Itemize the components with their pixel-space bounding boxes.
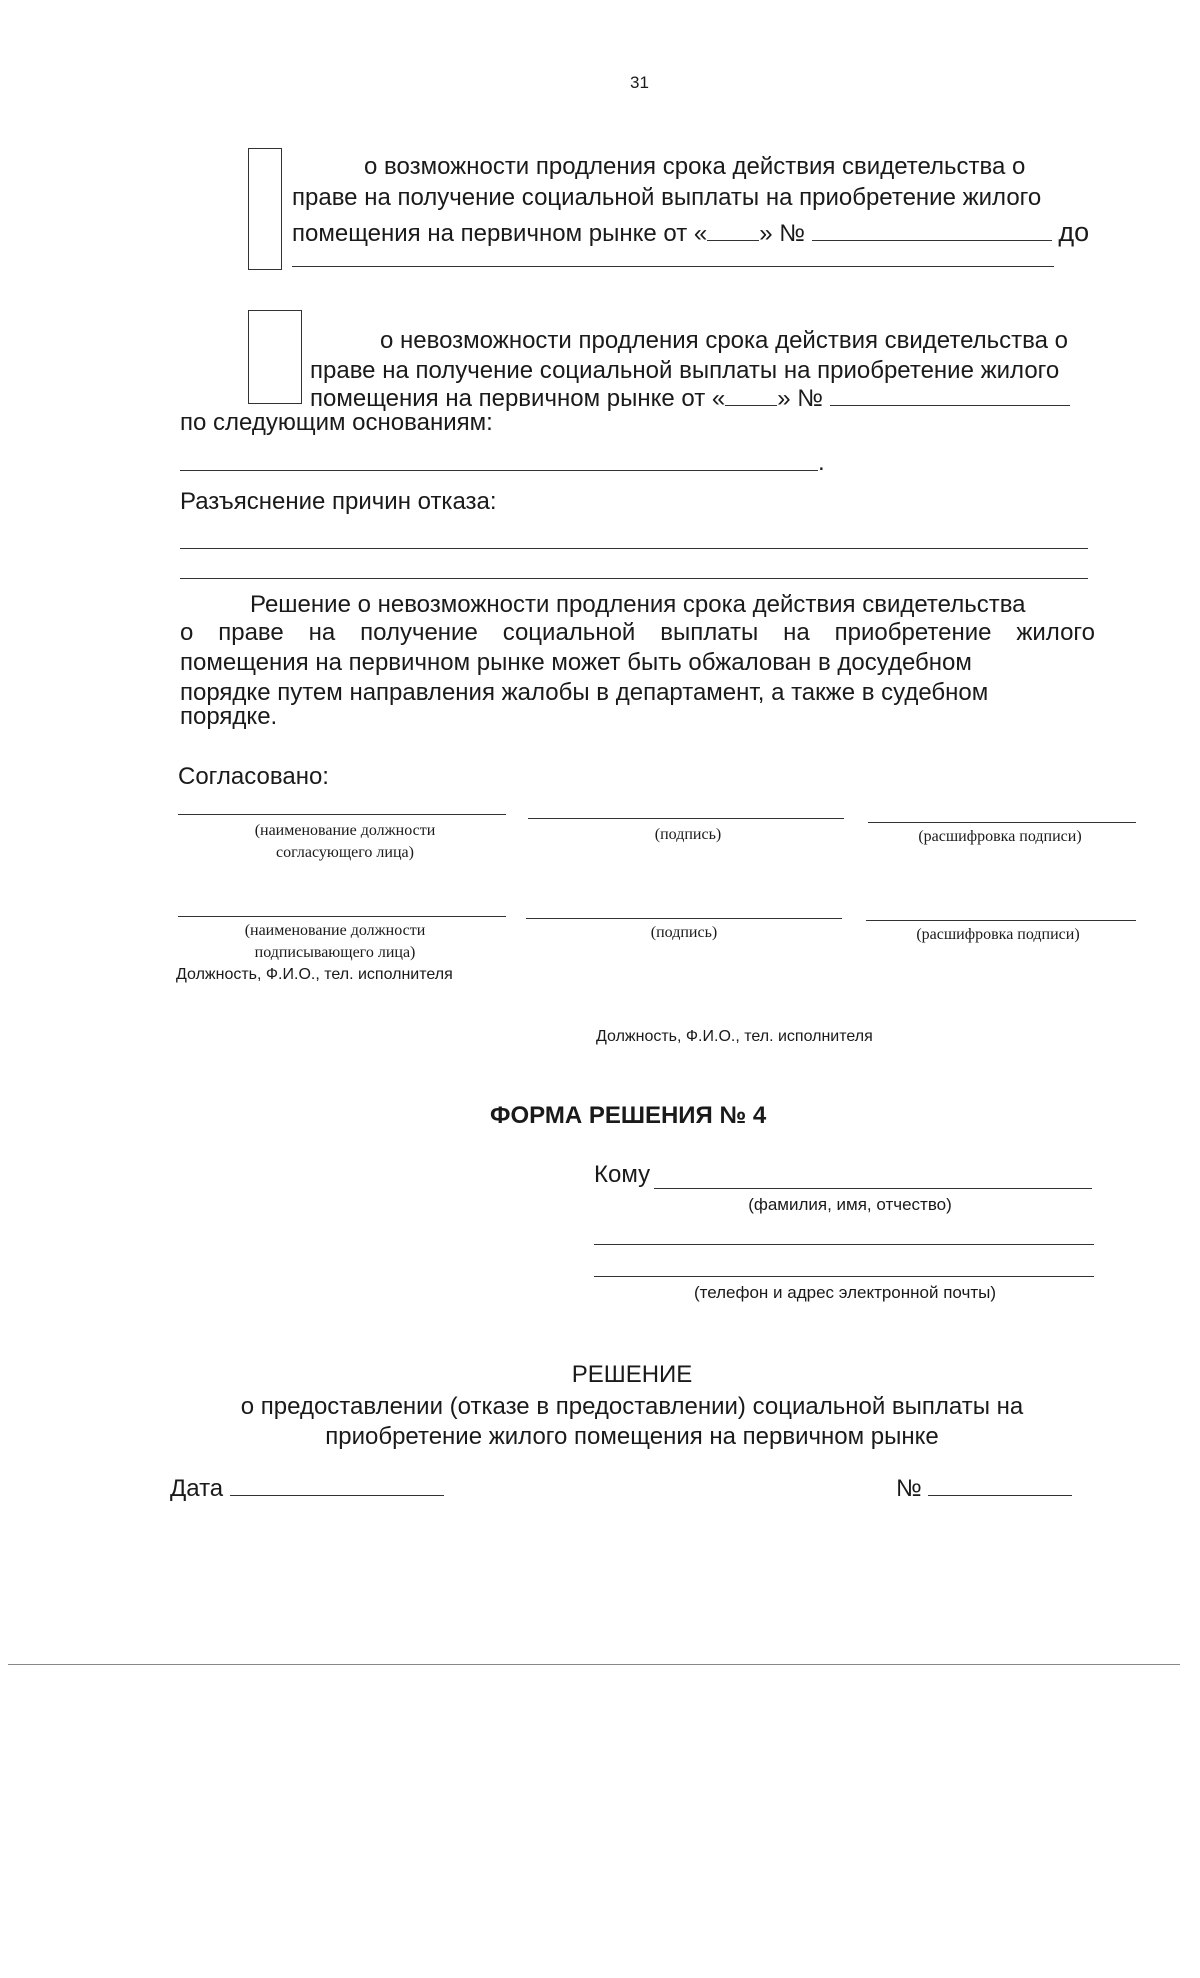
signer-position-caption-1: (наименование должности	[244, 922, 426, 939]
option-impossible-line3-prefix: помещения на первичном рынке от «	[310, 385, 726, 412]
addressee-contact-line-1[interactable]	[594, 1244, 1094, 1245]
option-possible-line3-prefix: помещения на первичном рынке от «	[292, 220, 708, 247]
signer-decoding-caption: (расшифровка подписи)	[916, 926, 1080, 943]
option-impossible-line3-mid: » №	[777, 385, 823, 412]
agreer-signature-caption: (подпись)	[654, 826, 722, 843]
decision-date-label: Дата	[170, 1475, 224, 1502]
reasons-label: по следующим основаниям:	[180, 409, 493, 436]
option-impossible-line2: праве на получение социальной выплаты на приобретение жилого	[310, 357, 1060, 384]
addressee-name-line[interactable]	[654, 1188, 1092, 1189]
reasons-fill-line[interactable]	[180, 470, 818, 471]
decision-title: РЕШЕНИЕ	[571, 1361, 693, 1388]
refusal-fill-line-2[interactable]	[180, 578, 1088, 579]
decision-date-blank[interactable]	[230, 1475, 444, 1496]
signer-signature-line[interactable]	[526, 918, 842, 919]
appeal-line5: порядке.	[180, 703, 278, 730]
refusal-explanation-label: Разъяснение причин отказа:	[180, 488, 497, 515]
signer-position-line[interactable]	[178, 916, 506, 917]
signer-position-caption-2: подписывающего лица)	[254, 944, 416, 961]
addressee-to-label: Кому	[594, 1161, 651, 1188]
option-possible-line3	[292, 218, 1089, 248]
refusal-fill-line-1[interactable]	[180, 548, 1088, 549]
agreer-position-line[interactable]	[178, 814, 506, 815]
signer-executor-caption: Должность, Ф.И.О., тел. исполнителя	[176, 966, 453, 983]
signer-signature-caption: (подпись)	[650, 924, 718, 941]
agreer-position-caption-2: согласующего лица)	[276, 844, 414, 861]
decision-number-blank[interactable]	[928, 1475, 1072, 1496]
option-impossible-date-blank[interactable]	[725, 385, 777, 406]
addressee-name-caption: (фамилия, имя, отчество)	[748, 1195, 952, 1214]
option-possible-line1: о возможности продления срока действия свидетельства о	[364, 153, 1026, 180]
decision-subtitle-line2: приобретение жилого помещения на первичном рынке	[325, 1423, 939, 1450]
option-possible-line3-suffix: до	[1058, 217, 1090, 247]
option-possible-fill-line[interactable]	[292, 266, 1054, 267]
executor-line-right: Должность, Ф.И.О., тел. исполнителя	[596, 1028, 873, 1045]
decision-subtitle-line1: о предоставлении (отказе в предоставлении) социальной выплаты на	[240, 1393, 1024, 1420]
option-possible-line3-mid: » №	[759, 220, 805, 247]
addressee-contact-caption: (телефон и адрес электронной почты)	[693, 1283, 997, 1302]
agreer-decoding-caption: (расшифровка подписи)	[918, 828, 1082, 845]
signer-decoding-line[interactable]	[866, 920, 1136, 921]
option-possible-date-blank[interactable]	[707, 220, 759, 241]
decision-number	[896, 1474, 1072, 1503]
agreed-label: Согласовано:	[178, 763, 329, 790]
option-impossible-number-blank[interactable]	[830, 385, 1070, 406]
decision-date	[170, 1474, 444, 1503]
appeal-line1: Решение о невозможности продления срока действия свидетельства	[250, 591, 1026, 618]
appeal-line3: помещения на первичном рынке может быть обжалован в досудебном	[180, 649, 972, 676]
agreer-position-caption-1: (наименование должности	[254, 822, 436, 839]
option-possible-checkbox[interactable]	[248, 148, 282, 270]
page-number: 31	[630, 73, 649, 92]
reasons-period: .	[818, 449, 825, 476]
option-impossible-line1: о невозможности продления срока действия свидетельства о	[380, 327, 1068, 354]
option-impossible-checkbox[interactable]	[248, 310, 302, 404]
page-bottom-edge	[8, 1664, 1180, 1665]
decision-number-label: №	[896, 1475, 922, 1502]
agreer-signature-line[interactable]	[528, 818, 844, 819]
appeal-line4: порядке путем направления жалобы в департамент, а также в судебном	[180, 679, 989, 706]
addressee-contact-line-2[interactable]	[594, 1276, 1094, 1277]
option-possible-number-blank[interactable]	[812, 220, 1052, 241]
form-title: ФОРМА РЕШЕНИЯ № 4	[490, 1102, 767, 1129]
agreer-decoding-line[interactable]	[868, 822, 1136, 823]
appeal-line2: о праве на получение социальной выплаты на приобретение жилого	[180, 619, 1095, 646]
option-possible-line2: праве на получение социальной выплаты на приобретение жилого	[292, 184, 1042, 211]
